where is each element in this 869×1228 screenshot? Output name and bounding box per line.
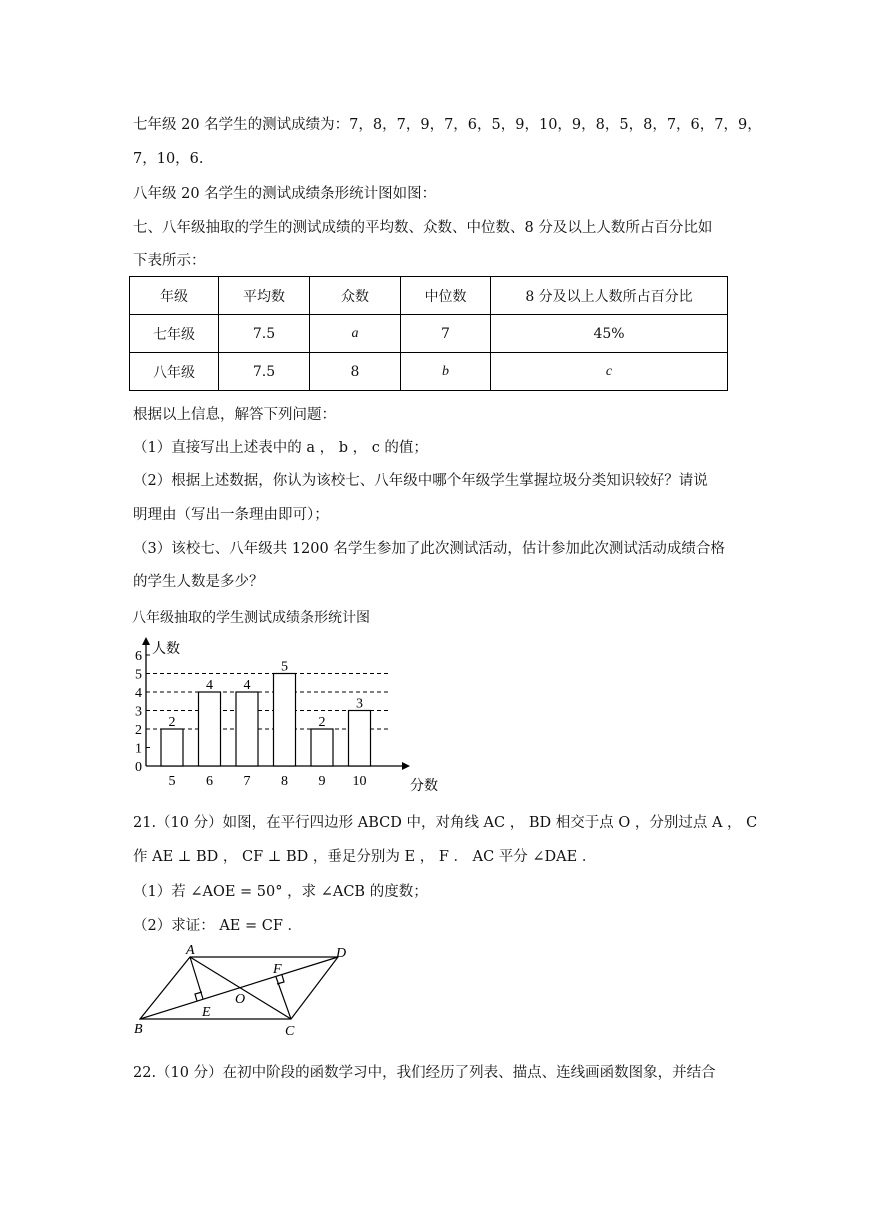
x-axis-label: 分数	[410, 778, 438, 794]
q21-line-1: 21.（10 分）如图，在平行四边形 ABCD 中，对角线 AC ， BD 相交于点 O ，分别过点 A ， C	[133, 815, 758, 831]
data-label: 4	[243, 678, 251, 693]
x-tick-label: 9	[318, 774, 326, 789]
label-e: E	[202, 1005, 211, 1020]
table-row	[130, 315, 728, 353]
bar	[349, 711, 371, 767]
table-header-row	[130, 277, 728, 315]
table-cell: 七年级	[130, 315, 219, 353]
y-axis-label: 人数	[152, 641, 180, 657]
q20-part-2b: 明理由（写出一条理由即可）；	[133, 507, 329, 523]
q20-part-1: （1）直接写出上述表中的 a ， b ， c 的值；	[133, 440, 428, 456]
q20-part-2a: （2）根据上述数据，你认为该校七、八年级中哪个年级学生掌握垃圾分类知识较好？请说	[133, 473, 708, 489]
intro-line-2: 7，10，6.	[133, 151, 204, 167]
data-label: 2	[318, 715, 326, 730]
table-header: 中位数	[401, 277, 491, 315]
table-cell: 八年级	[130, 353, 219, 391]
intro-line-3: 八年级 20 名学生的测试成绩条形统计图如图：	[133, 186, 437, 202]
table-header: 年级	[130, 277, 219, 315]
q21-line-4: （2）求证： AE = CF ．	[133, 918, 303, 934]
label-a: A	[186, 943, 195, 958]
y-tick-label: 5	[135, 667, 142, 683]
q21-line-2: 作 AE ⊥ BD ， CF ⊥ BD ，垂足分别为 E ， F ． AC 平分 ∠DAE ．	[133, 849, 597, 865]
table-header: 众数	[310, 277, 401, 315]
label-b: B	[134, 1022, 143, 1037]
diagonal-bd	[140, 957, 338, 1019]
data-label: 3	[356, 696, 363, 712]
table-row	[130, 353, 728, 391]
stats-table	[129, 276, 728, 391]
q20-part-3b: 的学生人数是多少？	[133, 574, 264, 590]
x-tick-label: 6	[206, 774, 213, 789]
data-label: 5	[281, 659, 288, 675]
bar	[311, 729, 333, 766]
y-tick-label: 2	[135, 723, 142, 738]
table-cell: 7	[401, 315, 491, 353]
table-cell: c	[491, 353, 728, 391]
x-tick-label: 8	[281, 774, 288, 789]
x-tick-label: 10	[352, 774, 367, 789]
label-d: D	[336, 946, 347, 961]
y-tick-label: 4	[135, 686, 142, 701]
intro-line-1: 七年级 20 名学生的测试成绩为：7，8，7，9，7，6，5，9，10，9，8，5，8，7，6，7，9，	[133, 117, 762, 133]
q20-lead: 根据以上信息，解答下列问题：	[133, 407, 336, 423]
table-header: 平均数	[219, 277, 310, 315]
q22-line-1: 22.（10 分）在初中阶段的函数学习中，我们经历了列表、描点、连线画函数图象，并结合	[133, 1065, 716, 1081]
x-tick-label: 5	[168, 774, 176, 789]
y-tick-label: 3	[135, 704, 142, 720]
table-cell: 45%	[491, 315, 728, 353]
x-axis-arrow	[402, 762, 410, 770]
bar	[236, 692, 258, 766]
table-header: 8 分及以上人数所占百分比	[491, 277, 728, 315]
label-c: C	[285, 1024, 295, 1039]
parallelogram-figure	[128, 945, 368, 1045]
data-label: 2	[168, 715, 176, 730]
y-tick-label: 0	[135, 760, 142, 775]
bar	[274, 674, 296, 767]
intro-line-5: 下表所示：	[133, 253, 206, 269]
label-o: O	[235, 992, 246, 1007]
table-cell: a	[310, 315, 401, 353]
table-cell: 7.5	[219, 315, 310, 353]
q20-part-3a: （3）该校七、八年级共 1200 名学生参加了此次测试活动，估计参加此次测试活动成绩合格	[133, 541, 725, 557]
table-cell: 8	[310, 353, 401, 391]
bar-chart	[128, 605, 438, 795]
table-cell: 7.5	[219, 353, 310, 391]
y-tick-label: 6	[135, 649, 142, 664]
chart-svg	[128, 605, 438, 795]
table-cell: b	[401, 353, 491, 391]
y-tick-label: 1	[135, 741, 142, 757]
chart-title: 八年级抽取的学生测试成绩条形统计图	[132, 610, 370, 626]
label-f: F	[273, 962, 282, 977]
data-label: 4	[206, 678, 213, 693]
q21-line-3: （1）若 ∠AOE = 50° ，求 ∠ACB 的度数；	[133, 884, 428, 900]
bar	[199, 692, 221, 766]
bar	[161, 729, 183, 766]
y-axis-arrow	[142, 637, 150, 645]
intro-line-4: 七、八年级抽取的学生的测试成绩的平均数、众数、中位数、8 分及以上人数所占百分比如	[133, 220, 713, 236]
x-tick-label: 7	[243, 774, 251, 789]
